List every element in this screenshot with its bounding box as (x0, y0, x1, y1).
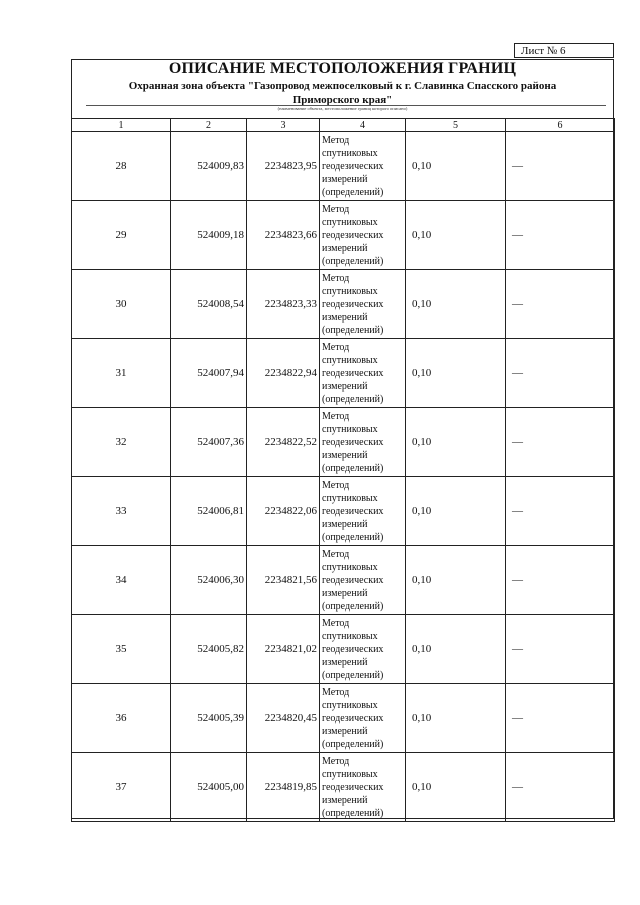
point-number-cell: 36 (72, 684, 171, 753)
description-cell: — (506, 684, 615, 753)
precision-cell: 0,10 (406, 546, 506, 615)
column-number: 6 (506, 119, 615, 132)
column-number: 3 (247, 119, 320, 132)
point-number-cell: 28 (72, 132, 171, 201)
object-name (71, 79, 614, 107)
column-number: 1 (72, 119, 171, 132)
method-cell: Метод спутниковых геодезических измерений (определений) (320, 546, 406, 615)
precision-cell: 0,10 (406, 270, 506, 339)
column-number: 2 (171, 119, 247, 132)
method-cell: Метод спутниковых геодезических измерений (определений) (320, 477, 406, 546)
method-cell: Метод спутниковых геодезических измерений (определений) (320, 339, 406, 408)
object-name-caption: (наименование объекта, местоположение границ которого описано) (277, 106, 408, 111)
table-row (72, 684, 615, 753)
table-row (72, 270, 615, 339)
table-row (72, 339, 615, 408)
y-coordinate-cell: 2234822,94 (247, 339, 320, 408)
precision-cell: 0,10 (406, 684, 506, 753)
x-coordinate-cell: 524005,39 (171, 684, 247, 753)
precision-cell: 0,10 (406, 132, 506, 201)
description-cell: — (506, 201, 615, 270)
table-row (72, 477, 615, 546)
x-coordinate-cell: 524007,94 (171, 339, 247, 408)
description-cell: — (506, 132, 615, 201)
object-name-line-2: Приморского края" (292, 94, 393, 106)
x-coordinate-cell: 524006,30 (171, 546, 247, 615)
column-number: 4 (320, 119, 406, 132)
point-number-cell: 37 (72, 753, 171, 822)
y-coordinate-cell: 2234823,33 (247, 270, 320, 339)
sheet-number-label: Лист № 6 (514, 43, 614, 58)
x-coordinate-cell: 524009,83 (171, 132, 247, 201)
column-number-row (72, 119, 615, 132)
method-cell: Метод спутниковых геодезических измерений (определений) (320, 753, 406, 822)
y-coordinate-cell: 2234822,52 (247, 408, 320, 477)
method-cell: Метод спутниковых геодезических измерений (определений) (320, 201, 406, 270)
precision-cell: 0,10 (406, 477, 506, 546)
x-coordinate-cell: 524006,81 (171, 477, 247, 546)
x-coordinate-cell: 524009,18 (171, 201, 247, 270)
table-row (72, 132, 615, 201)
table-row (72, 201, 615, 270)
description-cell: — (506, 615, 615, 684)
table-row (72, 753, 615, 822)
table-row (72, 546, 615, 615)
description-cell: — (506, 753, 615, 822)
method-cell: Метод спутниковых геодезических измерений (определений) (320, 684, 406, 753)
y-coordinate-cell: 2234823,66 (247, 201, 320, 270)
method-cell: Метод спутниковых геодезических измерений (определений) (320, 408, 406, 477)
table-row (72, 615, 615, 684)
precision-cell: 0,10 (406, 753, 506, 822)
y-coordinate-cell: 2234821,02 (247, 615, 320, 684)
x-coordinate-cell: 524005,82 (171, 615, 247, 684)
table-row (72, 408, 615, 477)
method-cell: Метод спутниковых геодезических измерений (определений) (320, 270, 406, 339)
description-cell: — (506, 546, 615, 615)
method-cell: Метод спутниковых геодезических измерений (определений) (320, 132, 406, 201)
precision-cell: 0,10 (406, 615, 506, 684)
y-coordinate-cell: 2234823,95 (247, 132, 320, 201)
coordinates-table (71, 118, 615, 822)
point-number-cell: 29 (72, 201, 171, 270)
y-coordinate-cell: 2234819,85 (247, 753, 320, 822)
document-title: ОПИСАНИЕ МЕСТОПОЛОЖЕНИЯ ГРАНИЦ (168, 60, 517, 77)
x-coordinate-cell: 524008,54 (171, 270, 247, 339)
point-number-cell: 31 (72, 339, 171, 408)
object-name-line-1: Охранная зона объекта "Газопровод межпоселковый к г. Славинка Спасского района (128, 80, 557, 92)
y-coordinate-cell: 2234821,56 (247, 546, 320, 615)
point-number-cell: 32 (72, 408, 171, 477)
description-cell: — (506, 477, 615, 546)
description-cell: — (506, 408, 615, 477)
point-number-cell: 34 (72, 546, 171, 615)
description-cell: — (506, 339, 615, 408)
description-cell: — (506, 270, 615, 339)
point-number-cell: 35 (72, 615, 171, 684)
precision-cell: 0,10 (406, 339, 506, 408)
x-coordinate-cell: 524007,36 (171, 408, 247, 477)
x-coordinate-cell: 524005,00 (171, 753, 247, 822)
column-number: 5 (406, 119, 506, 132)
method-cell: Метод спутниковых геодезических измерений (определений) (320, 615, 406, 684)
point-number-cell: 33 (72, 477, 171, 546)
precision-cell: 0,10 (406, 201, 506, 270)
point-number-cell: 30 (72, 270, 171, 339)
y-coordinate-cell: 2234820,45 (247, 684, 320, 753)
precision-cell: 0,10 (406, 408, 506, 477)
y-coordinate-cell: 2234822,06 (247, 477, 320, 546)
